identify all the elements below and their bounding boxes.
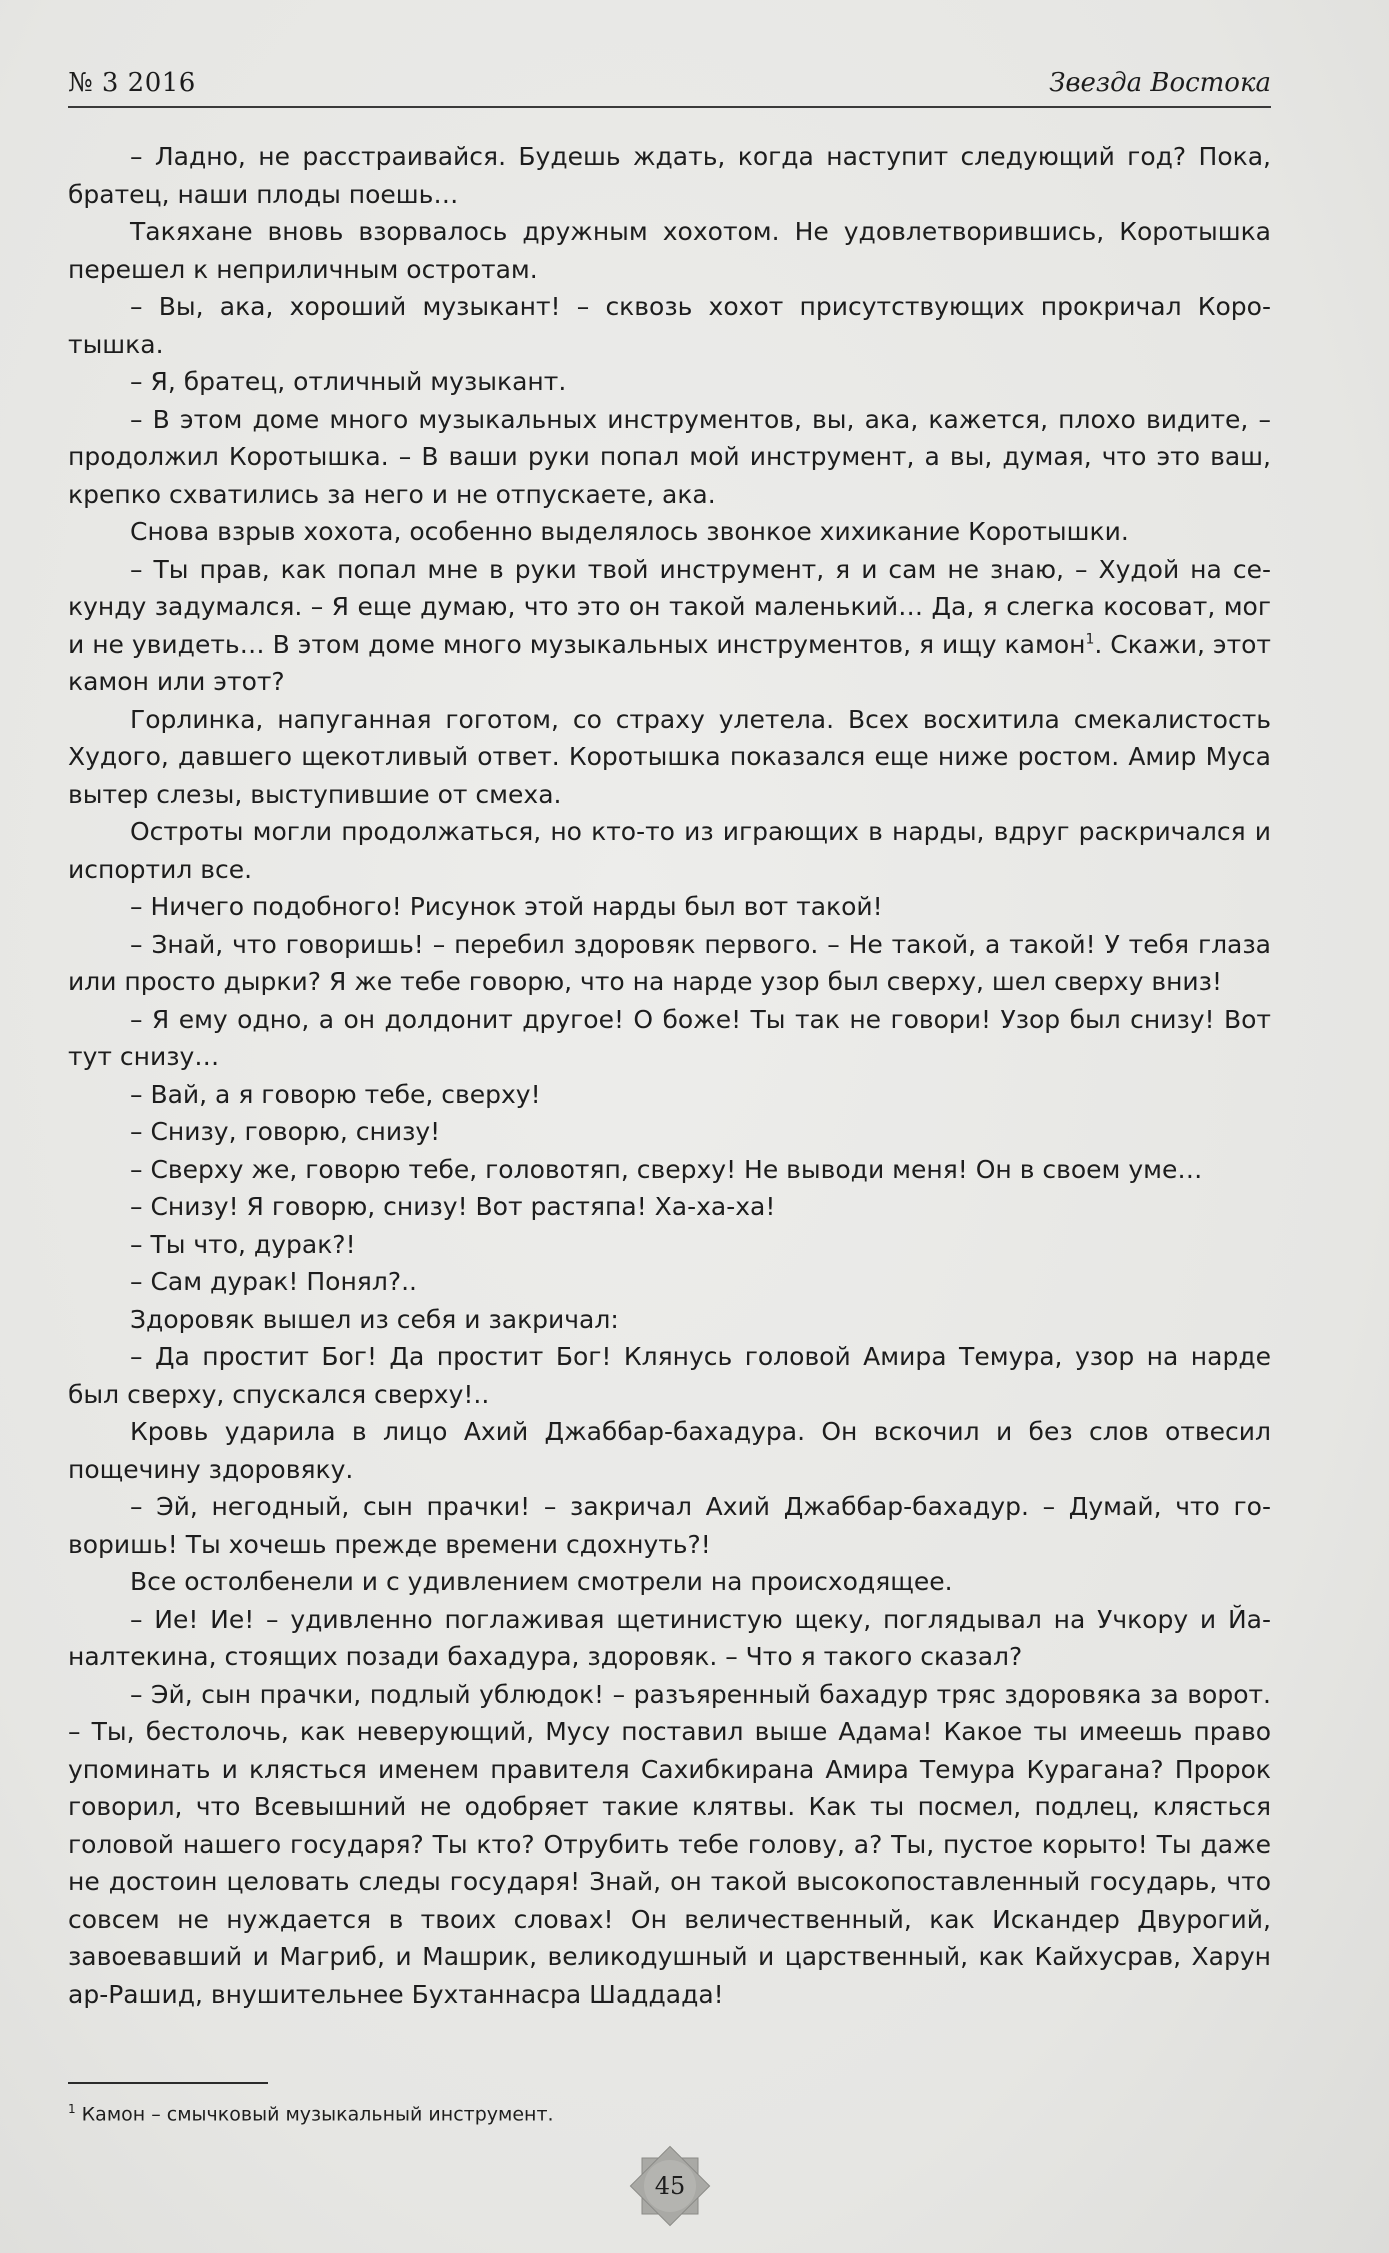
paragraph: Остроты могли продолжаться, но кто-то из играющих в нарды, вдруг раскричался и испортил все. (68, 817, 1271, 884)
paragraph: – Да простит Бог! Да простит Бог! Клянусь головой Амира Темура, узор на нарде был сверху, спускался сверху!.. (68, 1342, 1271, 1409)
paragraph: – Ты что, дурак?! (130, 1229, 356, 1259)
running-header (68, 60, 1271, 108)
paragraph: – Знай, что говоришь! – перебил здоровяк первого. – Не такой, а такой! У тебя глаза или просто дырки? Я же тебе говорю, что на нарде узор был сверху, шел сверху вниз! (68, 929, 1271, 996)
footnote-divider (68, 2082, 268, 2084)
paragraph: – Сам дурак! Понял?.. (130, 1267, 417, 1296)
paragraph: – Эй, негодный, сын прачки! – закричал Ахий Джаббар-бахадур. – Думай, что говоришь! Ты хочешь прежде времени сдохнуть?! (68, 1492, 1271, 1559)
paragraph: Здоровяк вышел из себя и закричал: (130, 1304, 619, 1334)
footnote-marker: 1 (68, 2102, 76, 2116)
paragraph: – В этом доме много музыкальных инструментов, вы, ака, кажется, плохо видите, – продолжил Коротышка. – В ваши руки попал мой инструмент, а вы, думая, что это ваш, крепко схватились за него и не отпускаете, ака. (68, 404, 1271, 509)
page-number-badge (628, 2144, 712, 2228)
footnote-reference[interactable]: 1 (1085, 631, 1095, 648)
paragraph: – Ничего подобного! Рисунок этой нарды был вот такой! (130, 892, 883, 921)
paragraph: Все остолбенели и с удивлением смотрели на происходящее. (130, 1567, 953, 1596)
paragraph: – Снизу! Я говорю, снизу! Вот растяпа! Ха-ха-ха! (130, 1192, 776, 1221)
paragraph: – Ие! Ие! – удивленно поглаживая щетинистую щеку, поглядывал на Учкору и Йаналтекина, стоящих позади бахадура, здоровяк. – Что я такого сказал? (68, 1604, 1271, 1671)
paragraph: Такяхане вновь взорвалось дружным хохотом. Не удовлетворившись, Коротышка перешел к неприличным остротам. (68, 217, 1271, 284)
page-number: 45 (654, 2172, 686, 2200)
paragraph: – Я, братец, отличный музыкант. (130, 367, 567, 396)
paragraph: Кровь ударила в лицо Ахий Джаббар-бахадура. Он вскочил и без слов отвесил пощечину здоровяку. (68, 1417, 1271, 1484)
paragraph: – Сверху же, говорю тебе, головотяп, сверху! Не выводи меня! Он в своем уме… (130, 1154, 1203, 1184)
issue-number: № 3 2016 (68, 68, 196, 98)
journal-title: Звезда Востока (1049, 68, 1271, 98)
paragraph: – Снизу, говорю, снизу! (130, 1117, 441, 1146)
paragraph: – Я ему одно, а он долдонит другое! О боже! Ты так не говори! Узор был снизу! Вот тут снизу… (68, 1004, 1271, 1071)
paragraph: – Эй, сын прачки, подлый ублюдок! – разъяренный бахадур тряс здоровяка за ворот. – Ты, бестолочь, как неверующий, Мусу поставил выше Адама! Какое ты имеешь право упоминать и клясться именем правителя Сахибкирана Амира Темура Курагана? Пророк говорил, что Всевышний не одобряет такие клятвы. Как ты посмел, подлец, клясться головой нашего государя? Ты кто? Отрубить тебе голову, а? Ты, пустое корыто! Ты даже не достоин целовать следы государя! Знай, он такой высокопоставленный государь, что совсем не нуждается в твоих словах! Он величественный, как Искандер Двурогий, завоевавший и Магриб, и Машрик, великодушный и царственный, как Кайхусрав, Харун ар-Рашид, внушительнее Бухтаннасра Шаддада! (68, 1679, 1271, 2009)
footnote-text: Камон – смычковый музыкальный инструмент. (75, 2103, 554, 2126)
paragraph-text-continuation: . Скажи, этот камон или этот? (68, 629, 1271, 696)
article-body (68, 138, 1271, 2013)
paragraph: Снова взрыв хохота, особенно выделялось звонкое хихикание Коротышки. (130, 517, 1129, 546)
paragraph: – Ладно, не расстраивайся. Будешь ждать, когда наступит следующий год? Пока, братец, наши плоды поешь… (68, 142, 1271, 209)
paragraph: – Вай, а я говорю тебе, сверху! (130, 1079, 541, 1109)
paragraph-text: – Ты прав, как попал мне в руки твой инструмент, я и сам не знаю, – Худой на секунду задумался. – Я еще думаю, что это он такой маленький… Да, я слегка косоват, мог и не увидеть… В этом доме много музыкальных инструментов, я ищу камон (68, 554, 1271, 659)
paragraph: Горлинка, напуганная гоготом, со страху улетела. Всех восхитила смекалистость Худого, давшего щекотливый ответ. Коротышка показался еще ниже ростом. Амир Муса вытер слезы, выступившие от смеха. (68, 704, 1271, 809)
paragraph-with-footnote (68, 551, 1271, 701)
footnote (68, 2096, 1271, 2127)
paragraph: – Вы, ака, хороший музыкант! – сквозь хохот присутствующих прокричал Коротышка. (68, 292, 1271, 359)
